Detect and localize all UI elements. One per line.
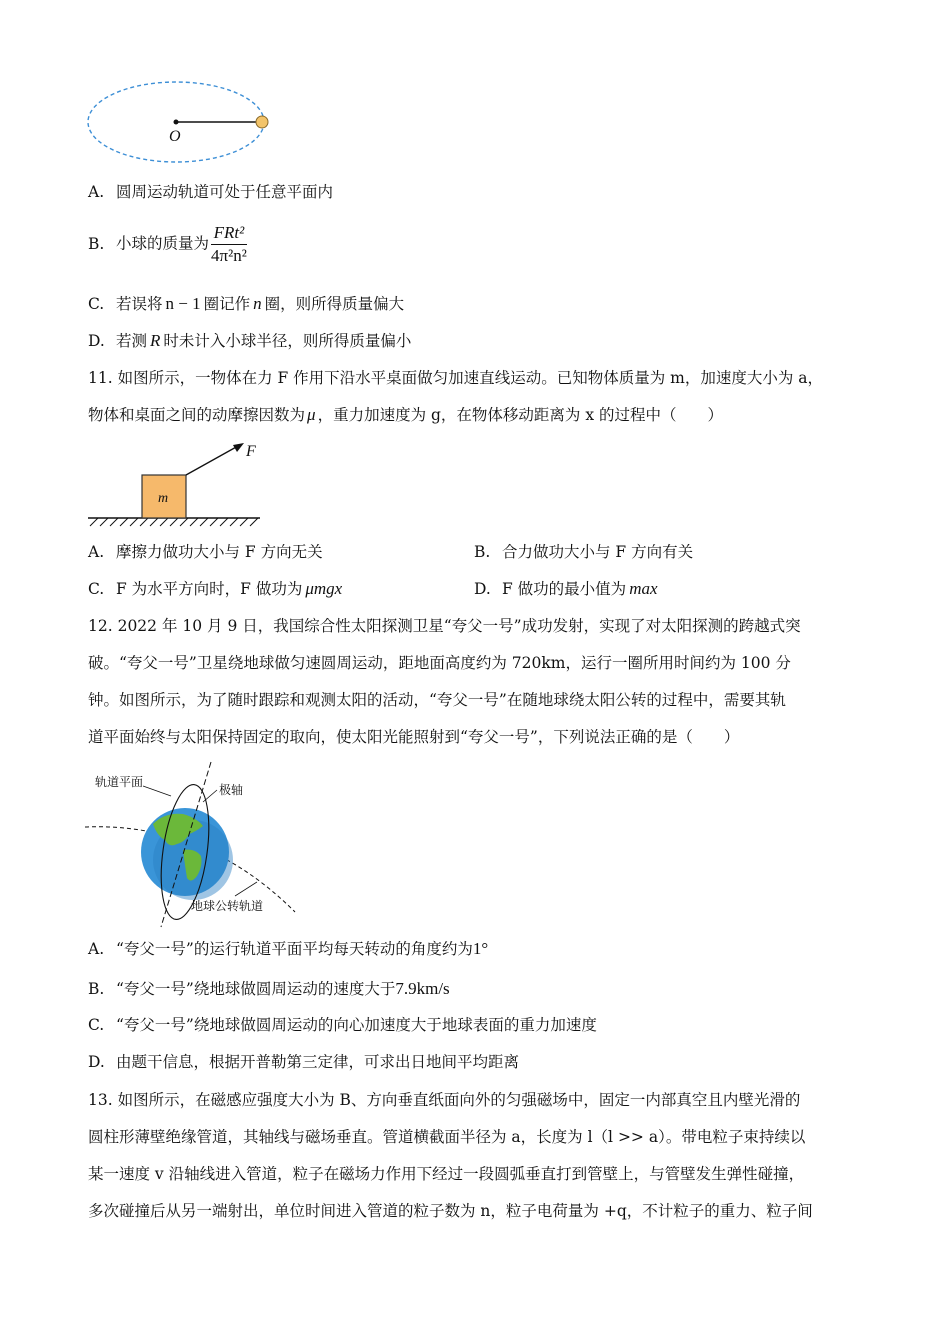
option-text: “夸父一号”的运行轨道平面平均每天转动的角度约为 xyxy=(116,940,473,958)
mass-fraction xyxy=(211,222,247,267)
q11-option-c xyxy=(88,578,342,600)
q12-stem-line-2: 破。“夸父一号”卫星绕地球做匀速圆周运动，距地面高度约为 720km，运行一圈所用时间约为 100 分 xyxy=(88,654,791,672)
fraction-denominator: 4π²n² xyxy=(211,246,247,265)
q11-option-a xyxy=(88,541,323,563)
q10-option-c xyxy=(88,293,404,315)
q13-stem-line-4: 多次碰撞后从另一端射出，单位时间进入管道的粒子数为 n，粒子电荷量为 +q，不计粒子的重力、粒子间 xyxy=(88,1202,813,1220)
earth-orbit-leader xyxy=(235,882,257,896)
polar-axis-leader xyxy=(203,790,217,802)
option-text: “夸父一号”绕地球做圆周运动的向心加速度大于地球表面的重力加速度 xyxy=(116,1016,597,1034)
option-text: 小球的质量为 xyxy=(116,234,210,253)
ground-hatching xyxy=(90,518,258,526)
option-text: F 为水平方向时，F 做功为 xyxy=(116,580,303,598)
center-point xyxy=(174,120,179,125)
q10-option-b xyxy=(88,222,247,267)
option-label: A. xyxy=(88,543,105,561)
option-text: 合力做功大小与 F 方向有关 xyxy=(502,543,694,561)
q11-stem-line-2 xyxy=(88,404,723,426)
option-text: F 做功的最小值为 xyxy=(502,580,627,598)
q12-option-d xyxy=(88,1051,519,1073)
option-text: 圈记作 xyxy=(203,295,251,313)
option-label: A. xyxy=(88,940,105,958)
orbit-plane-leader xyxy=(143,786,171,796)
ball xyxy=(256,116,268,128)
force-label: F xyxy=(246,443,256,460)
math-expr: 7.9km/s xyxy=(395,979,450,998)
math-expr: n xyxy=(253,294,262,313)
option-text: 圈，则所得质量偏大 xyxy=(264,295,405,313)
option-label: D. xyxy=(474,580,491,598)
option-label: C. xyxy=(88,580,105,598)
q13-stem-line-1: 13. 如图所示，在磁感应强度大小为 B、方向垂直纸面向外的匀强磁场中，固定一内部真空且内壁光滑的 xyxy=(88,1091,801,1109)
option-text: 由题干信息，根据开普勒第三定律，可求出日地间平均距离 xyxy=(116,1053,520,1071)
earth-orbit-figure xyxy=(85,762,300,932)
circular-motion-figure xyxy=(85,80,275,170)
option-label: D. xyxy=(88,332,105,350)
center-label: O xyxy=(169,128,181,145)
math-expr: μmgx xyxy=(305,579,343,598)
q10-option-a xyxy=(88,181,333,203)
earth-orbit-label: 地球公转轨道 xyxy=(191,899,264,913)
option-label: D. xyxy=(88,1053,105,1071)
option-text: 圆周运动轨道可处于任意平面内 xyxy=(116,183,334,201)
option-text: 若误将 xyxy=(116,295,163,313)
polar-axis-label: 极轴 xyxy=(219,783,244,797)
stem-text: ，重力加速度为 g，在物体移动距离为 x 的过程中（ ） xyxy=(317,406,724,424)
option-label: A. xyxy=(88,183,105,201)
block-mass-label: m xyxy=(158,491,169,506)
math-expr: μ xyxy=(307,405,316,424)
q11-option-d xyxy=(474,578,658,600)
option-text: 若测 xyxy=(116,332,148,350)
q11-stem-line-1: 11. 如图所示，一物体在力 F 作用下沿水平桌面做匀加速直线运动。已知物体质量为 m，加速度大小为 a， xyxy=(88,369,823,387)
math-expr: 1° xyxy=(472,939,489,958)
force-arrow xyxy=(186,446,238,475)
q13-stem-line-2: 圆柱形薄壁绝缘管道，其轴线与磁场垂直。管道横截面半径为 a，长度为 l（l >> a）。带电粒子束持续以 xyxy=(88,1128,806,1146)
q12-stem-line-3: 钟。如图所示，为了随时跟踪和观测太阳的活动，“夸父一号”在随地球绕太阳公转的过程中，需要其轨 xyxy=(88,691,786,709)
math-expr: R xyxy=(150,331,161,350)
math-expr: n − 1 xyxy=(165,294,201,313)
option-label: C. xyxy=(88,1016,105,1034)
q12-stem-line-1: 12. 2022 年 10 月 9 日，我国综合性太阳探测卫星“夸父一号”成功发射，实现了对太阳探测的跨越式突 xyxy=(88,617,801,635)
q10-option-d xyxy=(88,330,411,352)
option-label: C. xyxy=(88,295,105,313)
option-label: B. xyxy=(88,234,105,253)
q11-option-b xyxy=(474,541,693,563)
fraction-numerator: FRt² xyxy=(211,222,247,245)
q13-stem-line-3: 某一速度 v 沿轴线进入管道，粒子在磁场力作用下经过一段圆弧垂直打到管壁上，与管壁发生弹性碰撞， xyxy=(88,1165,805,1183)
option-text: “夸父一号”绕地球做圆周运动的速度大于 xyxy=(116,980,396,998)
q12-stem-line-4: 道平面始终与太阳保持固定的取向，使太阳光能照射到“夸父一号”，下列说法正确的是（ ） xyxy=(88,728,740,746)
stem-text: 物体和桌面之间的动摩擦因数为 xyxy=(88,406,306,424)
option-label: B. xyxy=(88,980,105,998)
force-arrow-head xyxy=(233,443,244,452)
option-text: 摩擦力做功大小与 F 方向无关 xyxy=(116,543,323,561)
option-label: B. xyxy=(474,543,491,561)
q12-option-c xyxy=(88,1014,597,1036)
math-expr: max xyxy=(629,579,658,598)
force-block-figure xyxy=(88,440,268,530)
option-text: 时未计入小球半径，则所得质量偏小 xyxy=(163,332,412,350)
q12-option-a xyxy=(88,938,488,960)
q12-option-b xyxy=(88,978,450,1000)
orbit-plane-label: 轨道平面 xyxy=(95,775,144,789)
